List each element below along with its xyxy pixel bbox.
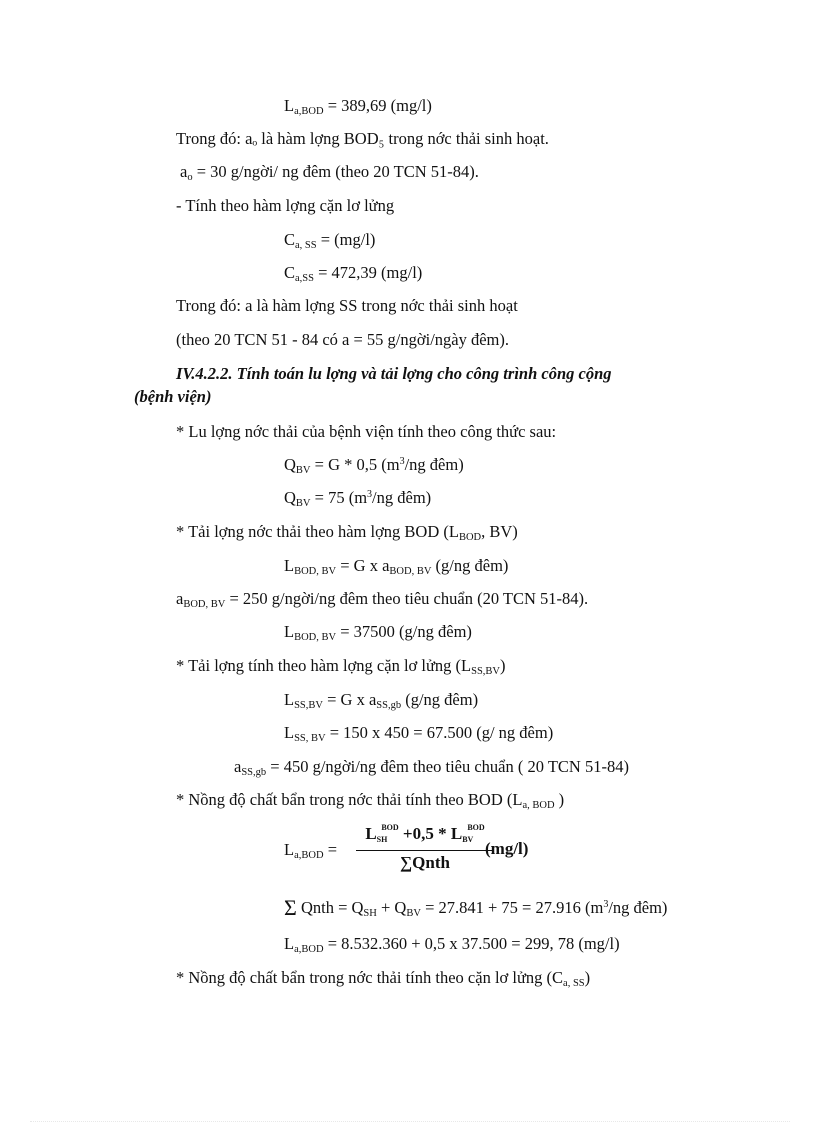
formula-fraction — [356, 822, 494, 874]
result-lbod-bv: LBOD, BV = 37500 (g/ng đêm) — [284, 622, 472, 643]
text-theo-tcn: (theo 20 TCN 51 - 84 có a = 55 g/ngời/ngày đêm). — [176, 330, 510, 349]
formula-unit: (mg/l) — [485, 839, 529, 858]
text-ao-value: ao = 30 g/ngời/ ng đêm (theo 20 TCN 51-84). — [180, 162, 479, 183]
text-tai-luong-bod: * Tải lợng nớc thải theo hàm lợng BOD (LBOD, BV) — [176, 522, 518, 543]
result-la-bod: La,BOD = 389,69 (mg/l) — [284, 96, 432, 117]
text-nong-do-bod: * Nồng độ chất bẩn trong nớc thải tính theo BOD (La, BOD ) — [176, 790, 565, 811]
section-heading-cont: (bệnh viện) — [134, 387, 212, 406]
text-luu-luong: * Lu lợng nớc thải của bệnh viện tính theo công thức sau: — [176, 422, 557, 441]
result-ca-ss: Ca,SS = 472,39 (mg/l) — [284, 263, 423, 284]
text-trong-do-ao: Trong đó: aₒ là hàm lợng BOD₅ trong nớc thải sinh hoạt. — [176, 129, 549, 148]
formula-qbv: QBV = G * 0,5 ($m^3/ng$ đêm) — [284, 455, 464, 476]
section-heading: IV.4.2.2. Tính toán lu lợng và tải lợng cho công trình công cộng — [176, 364, 612, 383]
text-tinh-theo-can: - Tính theo hàm lợng cặn lơ lửng — [176, 196, 395, 215]
footer-divider — [30, 1121, 790, 1122]
result-la-bod-final: La,BOD = 8.532.360 + 0,5 x 37.500 = 299, 78 (mg/l) — [284, 934, 620, 955]
result-lss-bv: LSS, BV = 150 x 450 = 67.500 (g/ ng đêm) — [284, 723, 554, 744]
formula-lhs: La,BOD = — [284, 840, 337, 861]
result-qbv: QBV = 75 ($m^3/ng$ đêm) — [284, 488, 432, 509]
sigma-symbol: Σ — [284, 895, 297, 920]
text-nong-do-ss: * Nồng độ chất bẩn trong nớc thải tính theo cặn lơ lửng (Ca, SS) — [176, 968, 591, 989]
text-abod-bv: aBOD, BV = 250 g/ngời/ng đêm theo tiêu chuẩn (20 TCN 51-84). — [176, 589, 589, 610]
text-ass-gb: aSS,gb = 450 g/ngời/ng đêm theo tiêu chuẩn ( 20 TCN 51-84) — [234, 757, 629, 778]
formula-numerator: $LSH^{BOD} +0,5 * LBV^{BOD}$ — [365, 823, 485, 844]
sum-qnth: Σ Qnth = QSH + QBV = 27.841 + 75 = 27.916 ($m^3/ng$ đêm) — [284, 895, 668, 920]
fraction-bar — [356, 850, 494, 851]
formula-lbod-bv: LBOD, BV = G x aBOD, BV (g/ng đêm) — [284, 556, 509, 577]
formula-denominator: ∑Qnth — [400, 853, 450, 872]
formula-la-bod-fraction — [284, 822, 544, 876]
formula-lss-bv: LSS,BV = G x aSS,gb (g/ng đêm) — [284, 690, 479, 711]
text-tai-luong-ss: * Tải lợng tính theo hàm lợng cặn lơ lửng (LSS,BV) — [176, 656, 506, 677]
text-trong-do-a: Trong đó: a là hàm lợng SS trong nớc thải sinh hoạt — [176, 296, 518, 315]
formula-ca-ss: Ca, SS = (mg/l) — [284, 230, 376, 251]
